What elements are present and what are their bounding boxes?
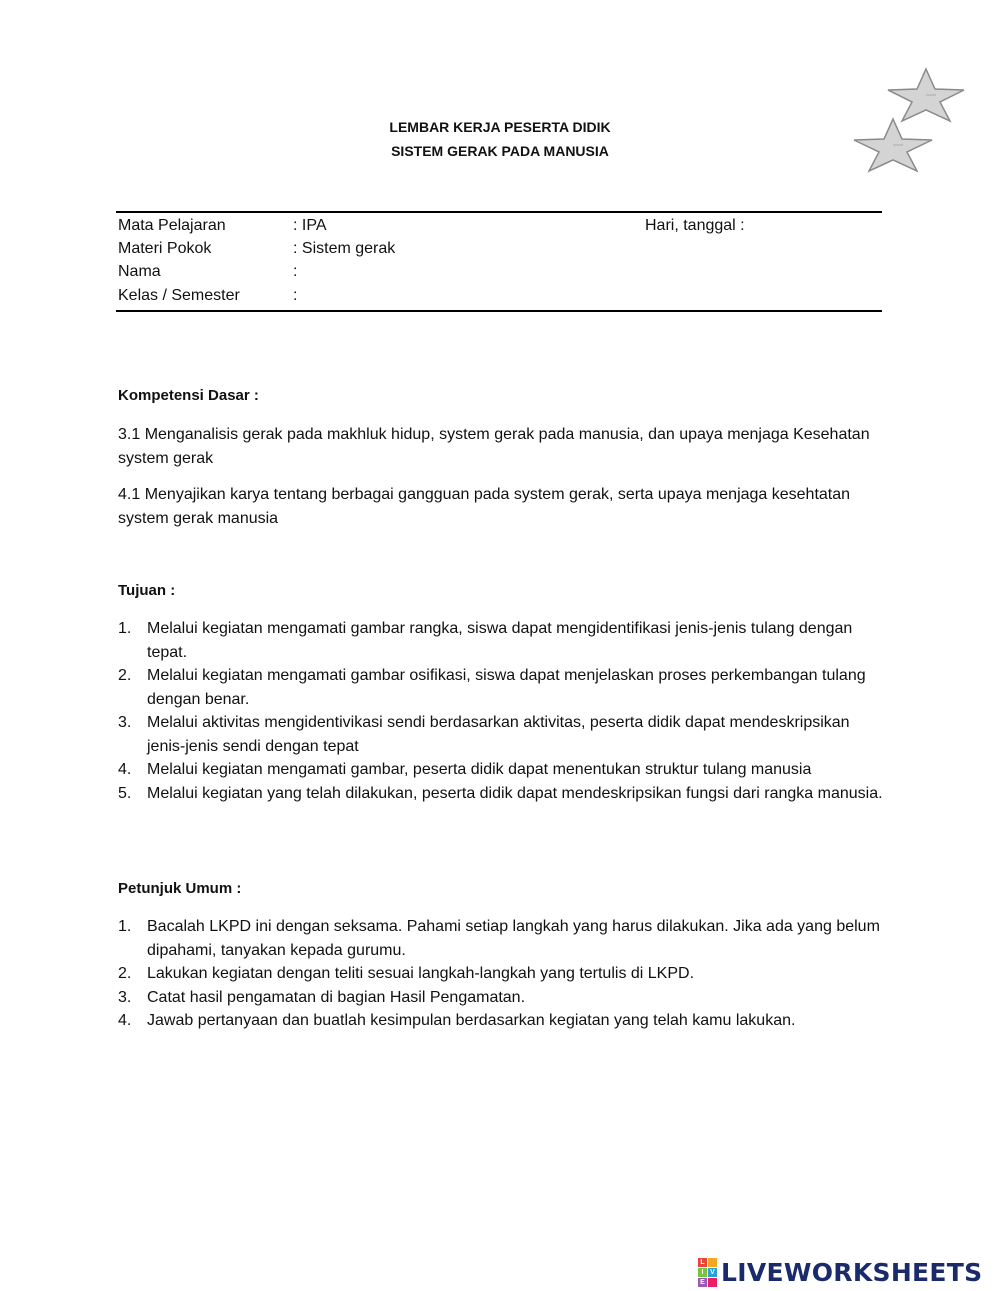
info-label-hari-tanggal[interactable]: Hari, tanggal : <box>645 217 745 234</box>
kompetensi-item-4-1: 4.1 Menyajikan karya tentang berbagai gangguan pada system gerak, serta upaya menjaga kesehtatan system gerak manusia <box>118 486 851 527</box>
info-label-nama: Nama <box>118 263 161 280</box>
tujuan-heading: Tujuan : <box>118 582 176 599</box>
kompetensi-item-3-1: 3.1 Menganalisis gerak pada makhluk hidup, system gerak pada manusia, dan upaya menjaga Kesehatan system gerak <box>118 426 870 467</box>
list-item: 4. Melalui kegiatan mengamati gambar, peserta didik dapat menentukan struktur tulang manusia <box>118 761 812 778</box>
logo-blocks-icon: L I V E <box>698 1258 717 1287</box>
list-item: 1. Bacalah LKPD ini dengan seksama. Pahami setiap langkah yang harus dilakukan. Jika ada yang belum dipahami, tanyakan kepada gurumu. <box>118 918 880 959</box>
list-item: 1. Melalui kegiatan mengamati gambar rangka, siswa dapat mengidentifikasi jenis-jenis tulang dengan tepat. <box>118 620 853 661</box>
brand-name: LIVEWORKSHEETS <box>721 1257 983 1287</box>
tujuan-list <box>118 617 888 805</box>
info-value-kelas-semester[interactable]: : <box>293 287 298 304</box>
info-label-materi-pokok: Materi Pokok <box>118 240 212 257</box>
info-top-divider <box>116 211 882 213</box>
info-value-materi-pokok[interactable]: : Sistem gerak <box>293 240 396 257</box>
petunjuk-heading: Petunjuk Umum : <box>118 880 242 897</box>
page-title-line1: LEMBAR KERJA PESERTA DIDIK <box>389 119 611 135</box>
list-item: 4. Jawab pertanyaan dan buatlah kesimpulan berdasarkan kegiatan yang telah kamu lakukan. <box>118 1012 796 1029</box>
info-label-kelas-semester: Kelas / Semester <box>118 287 240 304</box>
info-value-nama[interactable]: : <box>293 263 298 280</box>
info-value-mata-pelajaran[interactable]: : IPA <box>293 217 327 234</box>
info-label-mata-pelajaran: Mata Pelajaran <box>118 217 226 234</box>
list-item: 3. Melalui aktivitas mengidentivikasi sendi berdasarkan aktivitas, peserta didik dapat mendeskripsikan jenis-jenis sendi dengan tepat <box>118 714 850 755</box>
info-bottom-divider <box>116 310 882 312</box>
list-item: 2. Melalui kegiatan mengamati gambar osifikasi, siswa dapat menjelaskan proses perkembangan tulang dengan benar. <box>118 667 866 708</box>
list-item: 2. Lakukan kegiatan dengan teliti sesuai langkah-langkah yang tertulis di LKPD. <box>118 965 695 982</box>
page-title-line2: SISTEM GERAK PADA MANUSIA <box>391 143 609 159</box>
liveworksheets-logo[interactable] <box>698 1256 982 1288</box>
petunjuk-list <box>118 915 888 1033</box>
list-item: 3. Catat hasil pengamatan di bagian Hasil Pengamatan. <box>118 988 526 1006</box>
list-item: 5. Melalui kegiatan yang telah dilakukan, peserta didik dapat mendeskripsikan fungsi dari rangka manusia. <box>118 784 883 802</box>
kompetensi-heading: Kompetensi Dasar : <box>118 387 259 404</box>
